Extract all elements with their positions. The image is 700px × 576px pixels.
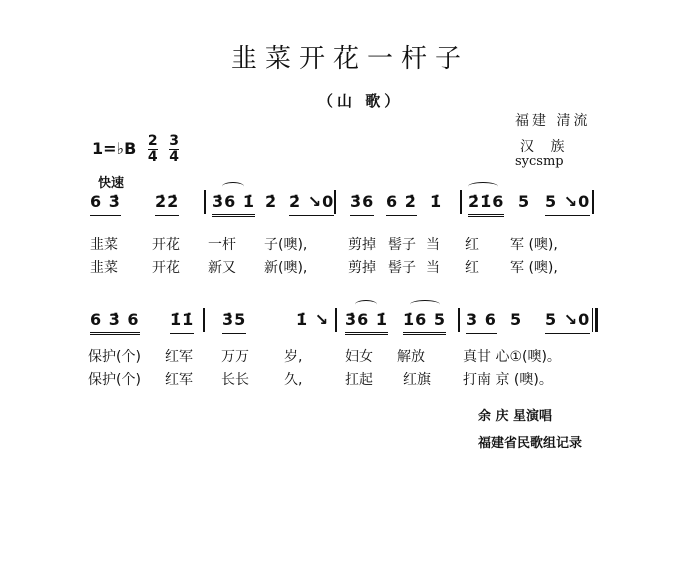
key-signature xyxy=(92,134,179,165)
lyric: 军 (噢), xyxy=(510,260,558,276)
lyric: 红 xyxy=(465,260,479,276)
lyric: 保护(个) xyxy=(88,372,141,388)
slur xyxy=(410,300,440,309)
note-group: 2̇ ↘0 xyxy=(289,192,334,216)
source-region: 福建 清流 xyxy=(515,113,591,129)
lyric: 红军 xyxy=(165,372,193,388)
bar-line xyxy=(460,190,462,214)
lyric: 打南 京 (噢)。 xyxy=(463,372,553,388)
lyric: 韭菜 xyxy=(90,237,118,253)
lyric: 当 xyxy=(426,237,440,253)
lyric: 解放 xyxy=(397,349,425,365)
note-group: 6 2̇ xyxy=(386,192,417,216)
lyric: 髻子 xyxy=(388,260,416,276)
note-group: 3̇5 xyxy=(222,310,246,334)
lyric: 久, xyxy=(284,372,303,388)
bar-line xyxy=(203,308,205,332)
note-group: 5 ↘0 xyxy=(545,192,590,216)
bar-line xyxy=(592,190,594,214)
time-sig-2: $\frac{3}{4}$ xyxy=(169,133,179,165)
note-group: 5 xyxy=(518,192,531,211)
lyric: 一杆 xyxy=(208,237,236,253)
bar-line xyxy=(334,190,336,214)
note-group: 6 3̇ 6 xyxy=(90,310,140,335)
note-group: 5 ↘0 xyxy=(545,310,590,334)
time-sig-1: $\frac{2}{4}$ xyxy=(147,133,158,165)
lyric: 妇女 xyxy=(345,349,373,365)
lyric: 长长 xyxy=(221,372,249,388)
note-group: 1̇1̇ xyxy=(170,310,194,334)
note-group: 3 6 xyxy=(466,310,497,334)
note-group: 1̇ xyxy=(430,192,443,211)
lyric: 军 (噢), xyxy=(510,237,558,253)
slur xyxy=(222,182,244,191)
note-group: 2̇1̇6 xyxy=(468,192,504,217)
song-genre: （山 歌） xyxy=(318,92,404,110)
lyric: 子(噢), xyxy=(264,237,308,253)
lyric: 开花 xyxy=(152,260,180,276)
lyric: 剪掉 xyxy=(348,260,376,276)
singer-credit: 余 庆 星演唱 xyxy=(478,409,553,424)
bar-line xyxy=(204,190,206,214)
bar-line xyxy=(335,308,337,332)
note-group: 6 3̇ xyxy=(90,192,121,216)
lyric: 新又 xyxy=(208,260,236,276)
watermark: sycsmp xyxy=(515,154,564,169)
song-title: 韭菜开花一杆子 xyxy=(230,44,469,74)
slur xyxy=(355,300,377,309)
note-group: 5 xyxy=(510,310,523,329)
source-ethnicity: 汉 族 xyxy=(520,139,571,155)
note-group: 2̇2̇ xyxy=(155,192,179,216)
lyric: 红 xyxy=(465,237,479,253)
note-group: 3̇6 1̇ xyxy=(212,192,255,217)
note-group: 1̇ ↘ xyxy=(296,310,330,329)
bar-line xyxy=(458,308,460,332)
lyric: 开花 xyxy=(152,237,180,253)
lyric: 保护(个) xyxy=(88,349,141,365)
lyric: 扛起 xyxy=(345,372,373,388)
lyric: 韭菜 xyxy=(90,260,118,276)
lyric: 当 xyxy=(426,260,440,276)
note-group: 1̇6 5 xyxy=(403,310,446,335)
lyric: 红旗 xyxy=(403,372,431,388)
lyric: 岁, xyxy=(284,349,303,365)
key-label: 1=♭B xyxy=(92,139,137,158)
note-group: 2̇ xyxy=(265,192,278,211)
lyric: 万万 xyxy=(221,349,249,365)
lyric: 剪掉 xyxy=(348,237,376,253)
lyric: 髻子 xyxy=(388,237,416,253)
lyric: 真甘 心①(噢)。 xyxy=(463,349,561,365)
recorder-credit: 福建省民歌组记录 xyxy=(478,436,583,451)
slur xyxy=(468,182,498,191)
note-group: 3̇6 1̇ xyxy=(345,310,388,335)
tempo-marking: 快速 xyxy=(98,176,125,191)
lyric: 新(噢), xyxy=(264,260,308,276)
note-group: 3̇6 xyxy=(350,192,374,216)
final-bar-line xyxy=(592,308,598,332)
lyric: 红军 xyxy=(165,349,193,365)
